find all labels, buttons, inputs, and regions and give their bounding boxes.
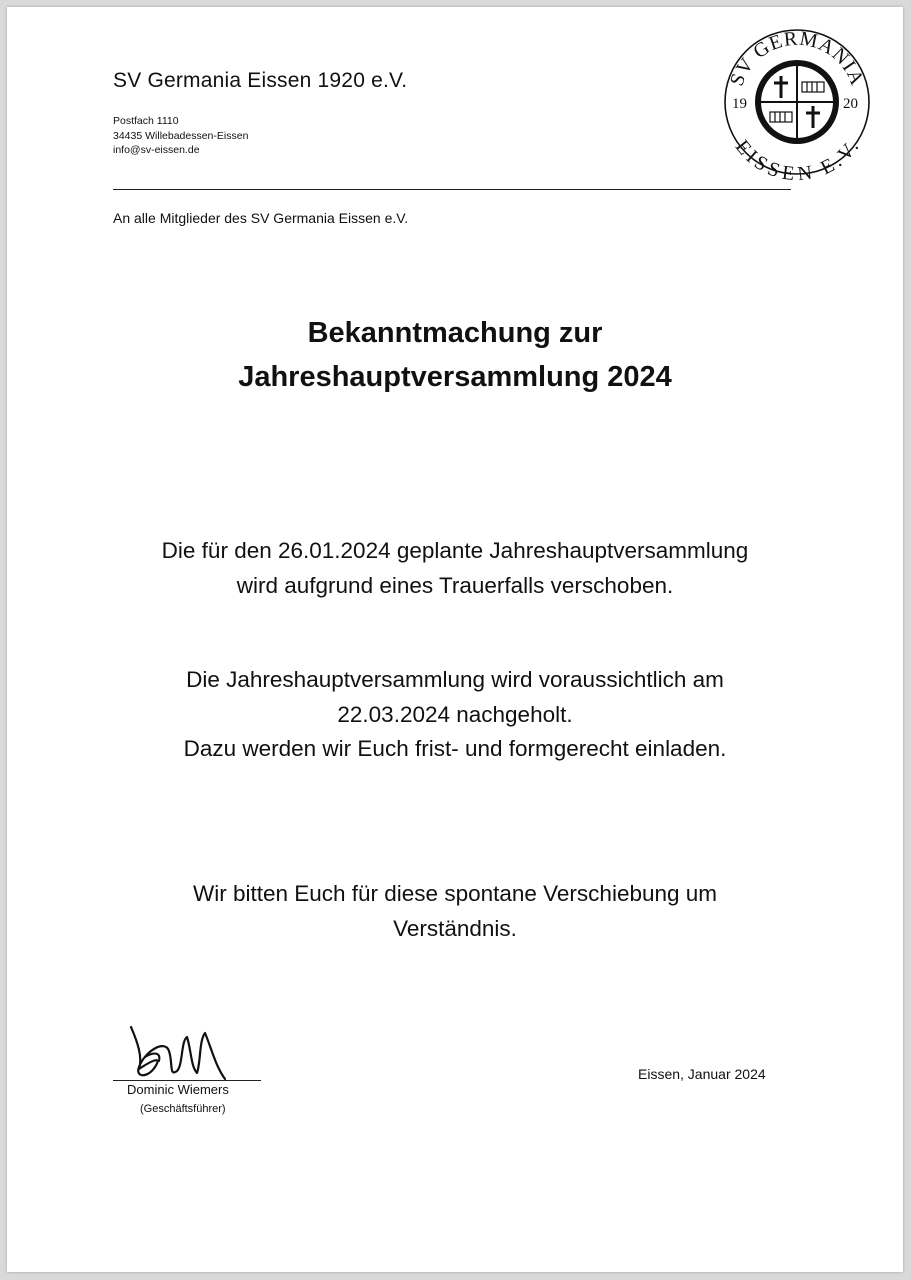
signatory-name: Dominic Wiemers — [127, 1082, 229, 1097]
logo-bottom-text: EISSEN E.V. — [730, 135, 864, 180]
paragraph-new-date — [7, 663, 903, 767]
title-line: Jahreshauptversammlung 2024 — [238, 361, 672, 393]
letter-page — [7, 7, 903, 1272]
paragraph-line: Die für den 26.01.2024 geplante Jahreshauptversammlung — [161, 538, 749, 563]
header-divider — [113, 189, 791, 190]
recipient-line: An alle Mitglieder des SV Germania Eissen e.V. — [113, 210, 409, 226]
paragraph-line: wird aufgrund eines Trauerfalls verschoben. — [236, 572, 674, 598]
signature-line — [113, 1080, 261, 1081]
paragraph-line: Wir bitten Euch für diese spontane Verschiebung um — [192, 881, 718, 906]
paragraph-line: Die Jahreshauptversammlung wird voraussichtlich am — [186, 667, 724, 692]
club-name: SV Germania Eissen 1920 e.V. — [113, 69, 408, 92]
logo-year-left: 19 — [732, 96, 747, 112]
logo-year-right: 20 — [843, 96, 858, 112]
signatory-role: (Geschäftsführer) — [140, 1103, 226, 1115]
club-logo-icon — [719, 24, 875, 180]
paragraph-postponement — [7, 534, 903, 603]
document-title — [7, 311, 903, 399]
address-block — [113, 114, 248, 158]
logo-top-text: SV GERMANIA — [725, 27, 869, 90]
title-line: Bekanntmachung zur — [307, 317, 603, 349]
address-line: Postfach 1110 — [113, 115, 179, 127]
paragraph-line: Dazu werden wir Euch frist- und formgerecht einladen. — [183, 736, 727, 761]
place-and-date: Eissen, Januar 2024 — [638, 1066, 766, 1082]
paragraph-line: Verständnis. — [393, 915, 517, 941]
address-line: 34435 Willebadessen-Eissen — [113, 129, 249, 142]
paragraph-apology — [7, 877, 903, 946]
email-address: info@sv-eissen.de — [113, 144, 200, 156]
paragraph-line: 22.03.2024 nachgeholt. — [337, 701, 573, 727]
